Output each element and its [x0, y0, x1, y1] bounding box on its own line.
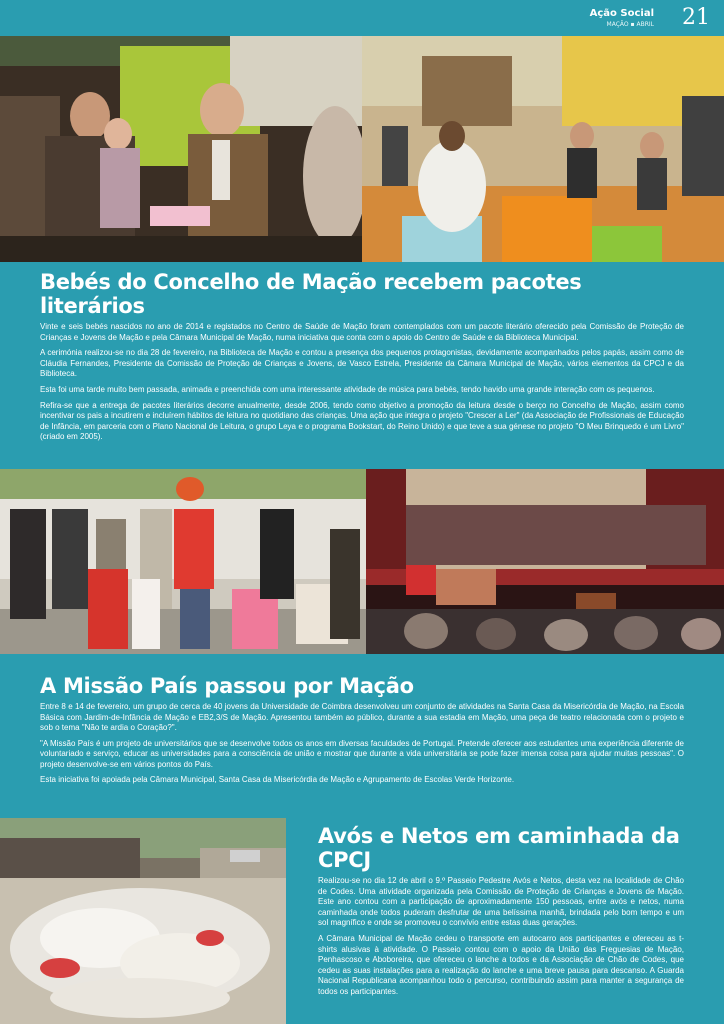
photo-children-red-hats [0, 469, 366, 654]
page-header [0, 0, 724, 36]
article-paragraph: Entre 8 e 14 de fevereiro, um grupo de cerca de 40 jovens da Universidade de Coimbra desenvolveu um conjunto de atividades na Santa Casa da Misericórdia de Mação, na Escola Básica com Jardim-de-Infância de Mação e EB2,3/S de Mação. Apresentou também ao público, durante a sua estadia em Mação, uma peça de teatro relacionada com o projeto e sob o tema "Não te ardia o Coração?". [40, 702, 684, 733]
photo-book-pack-handover [0, 36, 362, 262]
article-baby-book-packs [40, 270, 684, 448]
article-paragraph: Esta iniciativa foi apoiada pela Câmara Municipal, Santa Casa da Misericórdia de Mação e Agrupamento de Escolas Verde Horizonte. [40, 775, 515, 785]
brand-title: Ação Social [589, 8, 654, 19]
article-paragraph: A cerimónia realizou-se no dia 28 de fevereiro, na Biblioteca de Mação e contou a presença dos pequenos protagonistas, devidamente acompanhados pelos papás, assim como de Cláudia Fernandes, Presidente da Comissão de Proteção de Crianças e Jovens, de Vasco Estrela, Presidente da Câmara Municipal de Mação, vários elementos da CPCJ e da Biblioteca. [40, 348, 684, 379]
page-number: 21 [682, 5, 710, 30]
article-missao-pais [40, 674, 684, 791]
photo-group-walk [0, 818, 286, 1024]
article-title: A Missão País passou por Mação [40, 674, 414, 698]
photo-stage-performance [366, 469, 724, 654]
article-grandparents-walk [318, 824, 684, 1002]
article-paragraph: Esta foi uma tarde muito bem passada, animada e preenchida com uma interessante atividade de música para bebés, tendo havido uma grande interação com os pequenos. [40, 385, 655, 395]
article-title: Avós e Netos em caminhada da CPCJ [318, 824, 680, 873]
article-paragraph: Refira-se que a entrega de pacotes literários decorre anualmente, desde 2006, tendo como objetivo a promoção da leitura desde o berço no Concelho de Mação, assim como incentivar os pais a incutirem e incluírem hábitos de leitura no quotidiano das crianças. Uma ação que integra o projeto "Crescer a Ler" (da Associação de Profissionais de Educação de Infância, em parceria com o Plano Nacional de Leitura, o grupo Leya e o programa Bookstart, do Reino Unido) e que teve a sua génese no projeto "O Meu Brinquedo é um Livro" (criado em 2005). [40, 400, 684, 442]
photo-baby-music-activity [362, 36, 724, 262]
article-paragraph: Realizou-se no dia 12 de abril o 9.º Passeio Pedestre Avós e Netos, desta vez na localidade de Chão de Codes. Uma atividade organizada pela Comissão de Proteção de Crianças e Jovens de Mação. Este ano contou com a participação de aproximadamente 150 pessoas, entre avós e netos, numa caminhada onde todos puderam desfrutar de uma belíssima manhã, brindada pelo bom tempo e um sol magnífico e onde se promoveu o convívio entre estas duas gerações. [318, 876, 684, 928]
article-title: Bebés do Concelho de Mação recebem pacotes literários [40, 270, 582, 319]
section-brand [590, 8, 654, 28]
article-paragraph: "A Missão País é um projeto de universitários que se desenvolve todos os anos em diversas faculdades de Portugal. Pretende oferecer aos estudantes uma experiência diferente de voluntariado e serviço, educar as universidades para a consciência de união e mostrar que durante a vida universitária se pode fazer imensa coisa para ajudar muitas pessoas". O projeto desenvolve-se em vários pontos do País. [40, 738, 684, 769]
brand-subtitle: MAÇÃO ▪ ABRIL [606, 21, 654, 28]
article-paragraph: A Câmara Municipal de Mação cedeu o transporte em autocarro aos participantes e ofereceu as t-shirts alusivas à atividade. O Passeio contou com o apoio da União das Freguesias de Mação, Penhascoso e Aboboreira, que ofereceu o lanche a todos e da Associação de Chão de Codes, que cedeu as suas instalações para a realização do lanche e uma breve pausa para descanso. A Guarda Nacional Republicana acompanhou todo o percurso, contribuindo assim para manter a segurança de todos os participantes. [318, 934, 684, 996]
article-paragraph: Vinte e seis bebés nascidos no ano de 2014 e registados no Centro de Saúde de Mação foram contemplados com um pacote literário oferecido pela Comissão de Proteção de Crianças e Jovens de Mação e pela Câmara Municipal de Mação, numa iniciativa que conta com o apoio do Centro de Saúde e da Biblioteca Municipal. [40, 322, 684, 342]
